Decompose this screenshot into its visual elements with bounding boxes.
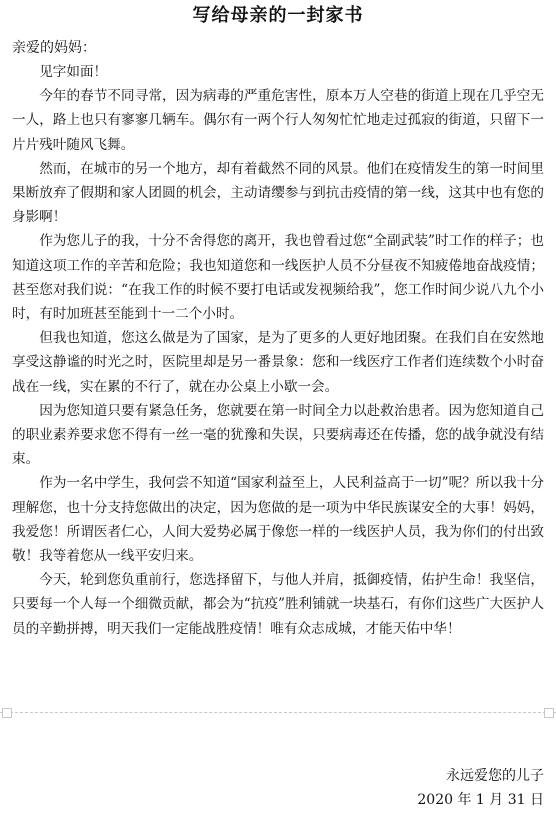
paragraph: 然而，在城市的另一个地方，却有着截然不同的风景。他们在疫情发生的第一时间里果断放弃了假期和家人团圆的机会，主动请缨参与到抗击疫情的第一线，这其中也有您的身影啊！ [12, 160, 544, 226]
page-break-divider [0, 712, 556, 713]
paragraph: 今年的春节不同寻常，因为病毒的严重危害性，原本万人空巷的街道上现在几乎空无一人，路上也只有寥寥几辆车。偶尔有一两个行人匆匆忙忙地走过孤寂的街道，只留下一片片残叶随风飞舞。 [12, 88, 544, 153]
signature-name: 永远爱您的儿子 [446, 768, 544, 784]
paragraph: 今天，轮到您负重前行，您选择留下，与他人并肩，抵御疫情，佑护生命！我坚信，只要每一个人每一个细微贡献，都会为“抗疫”胜利铺就一块基石，有你们这些广大医护人员的辛勤拼搏，明天我们一定能战胜疫情！唯有众志成城，才能天佑中华！ [12, 572, 544, 637]
page-break-marker [2, 708, 12, 718]
signature-date: 2020 年 1 月 31 日 [417, 792, 544, 808]
paragraph: 但我也知道，您这么做是为了国家，是为了更多的人更好地团聚。在我们自在安然地享受这静谧的时光之时，医院里却是另一番景象：您和一线医疗工作者们连续数个小时奋战在一线，实在累的不行了，就在办公桌上小歇一会。 [12, 330, 544, 395]
page-break-marker [544, 708, 554, 718]
paragraph: 因为您知道只要有紧急任务，您就要在第一时间全力以赴救治患者。因为您知道自己的职业素养要求您不得有一丝一毫的犹豫和失误，只要病毒还在传播，您的战争就没有结束。 [12, 402, 544, 468]
letter-title: 写给母亲的一封家书 [192, 5, 364, 26]
paragraph-greeting: 见字如面！ [39, 64, 108, 80]
signature-block [417, 764, 544, 812]
paragraph: 作为一名中学生，我何尝不知道“国家利益至上，人民利益高于一切”呢？所以我十分理解您，也十分支持您做出的决定，因为您做的是一项为中华民族谋安全的大事！妈妈，我爱您！所谓医者仁心，人间大爱势必属于像您一样的一线医护人员，我为你们的付出致敬！我等着您从一线平安归来。 [12, 475, 544, 565]
salutation: 亲爱的妈妈： [12, 40, 96, 56]
letter-body [12, 60, 544, 641]
paragraph: 作为您儿子的我，十分不舍得您的离开，我也曾看过您“全副武装”时工作的样子；也知道这项工作的辛苦和危险；我也知道您和一线医护人员不分昼夜不知疲倦地奋战疫情；甚至您对我们说：“在我工作的时候不要打电话或发视频给我”，您工作时间少说八九个小时，有时加班甚至能到十一二个小时。 [12, 233, 544, 323]
